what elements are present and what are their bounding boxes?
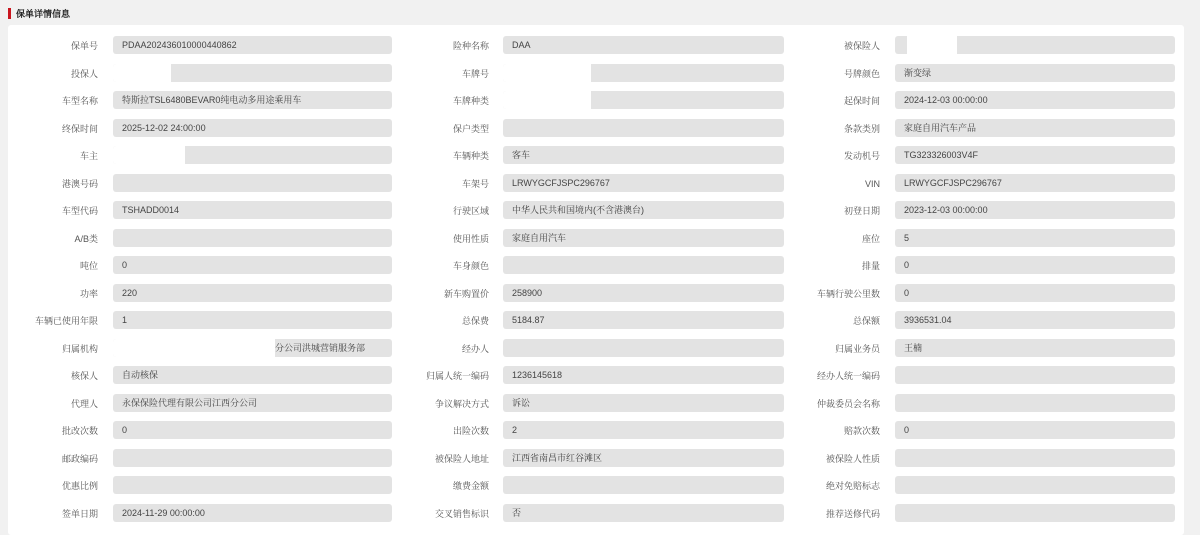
field-label: 保单号 (70, 41, 98, 51)
redaction-mask (113, 339, 275, 357)
field-value (113, 504, 392, 522)
field-value (503, 449, 784, 467)
detail-row (8, 362, 1184, 389)
field-value-text: 0 (122, 425, 128, 435)
field-label: 吨位 (79, 261, 98, 271)
field-label: A/B类 (74, 233, 98, 244)
field-value (113, 394, 392, 412)
field-value-text: DAA (512, 40, 531, 50)
field-value-text: 江西省南昌市红谷滩区 (512, 452, 603, 463)
field-value-text: 永保保险代理有限公司江西分公司 (122, 397, 258, 408)
field-value-text: PDAA202436010000440862 (122, 40, 237, 50)
field-value-text: 2024-11-29 00:00:00 (122, 507, 205, 518)
field-label: 港澳号码 (61, 178, 98, 189)
section-accent-bar (8, 8, 11, 19)
field-label: 初登日期 (843, 206, 880, 216)
field-label: 代理人 (70, 398, 98, 409)
field-value-text: 特斯拉TSL6480BEVAR0纯电动多用途乘用车 (122, 95, 302, 105)
field-value (895, 119, 1175, 137)
field-value-text: 家庭自用汽车 (512, 232, 567, 243)
field-value (503, 504, 784, 522)
detail-row (8, 142, 1184, 169)
field-value (895, 311, 1175, 329)
field-label: 险种名称 (452, 41, 489, 51)
detail-row (8, 390, 1184, 417)
field-label: 座位 (861, 233, 880, 244)
field-value-text: 客车 (512, 150, 531, 160)
field-value-text: 渐变绿 (904, 67, 932, 78)
field-label: 车主 (79, 151, 98, 161)
field-value-text: 220 (122, 287, 138, 298)
field-value-text: TG323326003V4F (904, 150, 979, 160)
field-value (113, 146, 392, 164)
field-value (113, 339, 392, 357)
field-label: 行驶区域 (452, 206, 489, 216)
field-value (503, 119, 784, 137)
field-label: 车辆已使用年限 (34, 316, 98, 326)
field-value (895, 449, 1175, 467)
field-value-text: 0 (122, 260, 128, 270)
redaction-mask (113, 64, 171, 82)
field-value-text: 中华人民共和国境内(不含港澳台) (512, 205, 644, 215)
field-value (895, 256, 1175, 274)
detail-row (8, 60, 1184, 87)
field-label: 车辆行驶公里数 (816, 288, 880, 299)
field-label: 使用性质 (452, 233, 489, 244)
field-label: 保户类型 (452, 123, 489, 134)
field-label: 经办人 (461, 343, 489, 354)
redaction-mask (503, 64, 591, 82)
field-label: 条款类别 (843, 123, 880, 134)
detail-row (8, 115, 1184, 142)
field-value (503, 394, 784, 412)
field-value (895, 284, 1175, 302)
field-value (113, 119, 392, 137)
section-title: 保单详情信息 (16, 8, 71, 19)
field-value (113, 229, 392, 247)
field-value-text: 5 (904, 232, 910, 243)
field-label: 仲裁委员会名称 (816, 398, 880, 409)
field-label: 归属人统一编码 (425, 371, 489, 381)
field-label: 总保费 (461, 316, 489, 326)
field-label: 推荐送修代码 (825, 508, 880, 519)
field-value-text: 1 (122, 315, 128, 325)
field-label: 交叉销售标识 (434, 508, 489, 519)
detail-row (8, 472, 1184, 499)
field-value (113, 64, 392, 82)
field-label: 归属业务员 (834, 343, 880, 354)
field-label: 绝对免赔标志 (825, 481, 880, 491)
field-label: 车辆种类 (452, 151, 489, 161)
detail-row (8, 280, 1184, 307)
field-value (895, 394, 1175, 412)
field-label: 赔款次数 (843, 426, 880, 436)
field-value (503, 64, 784, 82)
field-value (113, 366, 392, 384)
field-value-text: 5184.87 (512, 315, 545, 325)
field-label: 起保时间 (843, 96, 880, 106)
field-value (895, 64, 1175, 82)
field-value (895, 201, 1175, 219)
field-value (113, 201, 392, 219)
field-value-text: 2025-12-02 24:00:00 (122, 122, 206, 133)
field-value-text: TSHADD0014 (122, 205, 180, 215)
field-label: VIN (864, 178, 880, 189)
field-label: 签单日期 (61, 508, 98, 519)
field-value (503, 311, 784, 329)
field-value (895, 91, 1175, 109)
field-value (895, 366, 1175, 384)
field-label: 车型名称 (61, 96, 98, 106)
field-value-text: LRWYGCFJSPC296767 (904, 177, 1002, 188)
field-value (503, 229, 784, 247)
field-value (503, 339, 784, 357)
field-value-text: 否 (512, 507, 522, 518)
field-label: 投保人 (70, 68, 98, 79)
field-label: 邮政编码 (61, 453, 98, 464)
field-value (895, 339, 1175, 357)
field-label: 车型代码 (61, 206, 98, 216)
detail-row (8, 87, 1184, 114)
detail-row (8, 225, 1184, 252)
field-label: 车牌号 (461, 68, 489, 79)
field-label: 缴费金额 (452, 481, 489, 491)
field-value-text: 2 (512, 425, 518, 435)
field-value (503, 476, 784, 494)
field-label: 核保人 (70, 371, 98, 381)
field-value-text: 自动核保 (122, 370, 159, 380)
field-value (113, 421, 392, 439)
field-value (113, 476, 392, 494)
detail-row (8, 197, 1184, 224)
field-label: 车牌种类 (452, 96, 489, 106)
field-value-text: 1236145618 (512, 370, 563, 380)
detail-row (8, 500, 1184, 527)
field-value (113, 284, 392, 302)
field-value (503, 174, 784, 192)
field-label: 新车购置价 (443, 288, 489, 299)
field-value-text: 分公司洪城营销服务部 (275, 342, 366, 353)
field-label: 排量 (861, 261, 880, 271)
field-value-text: 家庭自用汽车产品 (904, 122, 977, 133)
field-value-text: LRWYGCFJSPC296767 (512, 177, 610, 188)
field-value (503, 421, 784, 439)
field-value (113, 91, 392, 109)
field-value-text: 0 (904, 287, 910, 298)
field-label: 号牌颜色 (843, 68, 880, 79)
section-header (8, 6, 70, 20)
field-label: 车架号 (461, 178, 489, 189)
field-label: 发动机号 (843, 151, 880, 161)
field-label: 被保险人 (843, 41, 880, 51)
field-value-text: 0 (904, 260, 910, 270)
detail-row (8, 32, 1184, 59)
field-value (503, 366, 784, 384)
field-label: 经办人统一编码 (816, 371, 880, 381)
field-label: 终保时间 (61, 123, 98, 134)
field-value-text: 3936531.04 (904, 315, 952, 325)
field-value (895, 146, 1175, 164)
field-value (895, 476, 1175, 494)
field-value-text: 2023-12-03 00:00:00 (904, 205, 988, 215)
detail-row (8, 170, 1184, 197)
field-value (113, 256, 392, 274)
field-value (503, 91, 784, 109)
field-label: 批改次数 (61, 426, 98, 436)
policy-detail-panel (8, 25, 1184, 535)
field-label: 车身颜色 (452, 261, 489, 271)
field-value (113, 311, 392, 329)
field-value-text: 王楠 (904, 342, 923, 353)
field-value (503, 256, 784, 274)
field-value (895, 36, 1175, 54)
detail-row (8, 335, 1184, 362)
field-value (503, 201, 784, 219)
field-value (113, 449, 392, 467)
detail-row (8, 445, 1184, 472)
field-value (895, 229, 1175, 247)
field-value-text: 0 (904, 425, 910, 435)
field-label: 出险次数 (452, 426, 489, 436)
field-value (895, 504, 1175, 522)
field-value-text: 2024-12-03 00:00:00 (904, 95, 988, 105)
field-label: 争议解决方式 (434, 398, 489, 409)
redaction-mask (503, 91, 591, 109)
field-label: 被保险人性质 (825, 453, 880, 464)
detail-row (8, 252, 1184, 279)
field-value (895, 174, 1175, 192)
field-label: 优惠比例 (61, 481, 98, 491)
redaction-mask (907, 36, 957, 54)
field-value (503, 146, 784, 164)
field-value-text: 258900 (512, 287, 543, 298)
detail-row (8, 417, 1184, 444)
field-label: 总保额 (852, 316, 880, 326)
field-value (503, 284, 784, 302)
field-label: 归属机构 (61, 343, 98, 354)
redaction-mask (113, 146, 185, 164)
field-label: 功率 (79, 288, 98, 299)
field-value (113, 36, 392, 54)
field-label: 被保险人地址 (434, 453, 489, 464)
detail-row (8, 307, 1184, 334)
field-value (503, 36, 784, 54)
field-value (113, 174, 392, 192)
field-value (895, 421, 1175, 439)
field-value-text: 诉讼 (512, 397, 531, 408)
